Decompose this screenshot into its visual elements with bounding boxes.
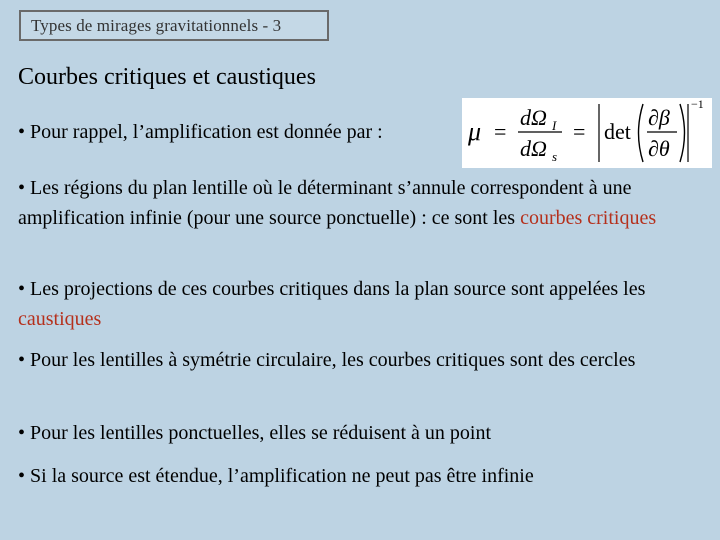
bullet-3 bbox=[18, 274, 718, 334]
formula-equals-2: = bbox=[573, 119, 586, 144]
bullet-marker: • bbox=[18, 278, 26, 300]
formula-denominator-sub: s bbox=[552, 149, 558, 164]
bullet-text: Si la source est étendue, l’amplification ne peut pas être infinie bbox=[30, 465, 534, 487]
bullet-text: Pour les lentilles ponctuelles, elles se réduisent à un point bbox=[30, 422, 492, 444]
formula-denominator: dΩ bbox=[520, 136, 547, 161]
slide-title: Courbes critiques et caustiques bbox=[18, 64, 316, 90]
bullet-text: Pour rappel, l’amplification est donnée par : bbox=[30, 121, 383, 143]
formula-partial-denominator: ∂θ bbox=[648, 136, 670, 161]
bullet-4 bbox=[18, 345, 718, 375]
bullet-2 bbox=[18, 173, 718, 233]
bullet-5 bbox=[18, 418, 718, 448]
formula-mu: μ bbox=[468, 117, 482, 146]
highlight-caustiques: caustiques bbox=[18, 308, 102, 330]
bullet-text: Pour les lentilles à symétrie circulaire, les courbes critiques sont des cercles bbox=[30, 349, 636, 371]
bullet-text: Les projections de ces courbes critiques dans la plan source sont appelées les bbox=[30, 278, 646, 300]
formula-numerator-sub: I bbox=[552, 118, 557, 133]
formula-equals-1: = bbox=[494, 119, 507, 144]
bullet-marker: • bbox=[18, 465, 26, 487]
bullet-6 bbox=[18, 461, 718, 491]
formula-det: det bbox=[604, 119, 631, 144]
bullet-marker: • bbox=[18, 177, 26, 199]
formula-exponent: −1 bbox=[691, 98, 704, 111]
highlight-courbes-critiques: courbes critiques bbox=[520, 207, 657, 229]
bullet-text: Les régions du plan lentille où le déterminant s’annule correspondent à une amplification infinie (pour une source ponctuelle) : ce sont les bbox=[18, 177, 632, 229]
bullet-marker: • bbox=[18, 349, 26, 371]
formula-numerator: dΩ bbox=[520, 105, 547, 130]
formula-partial-numerator: ∂β bbox=[648, 105, 670, 130]
slide-header: Types de mirages gravitationnels - 3 bbox=[19, 10, 329, 41]
bullet-marker: • bbox=[18, 422, 26, 444]
bullet-marker: • bbox=[18, 121, 26, 143]
amplification-formula bbox=[462, 98, 712, 168]
